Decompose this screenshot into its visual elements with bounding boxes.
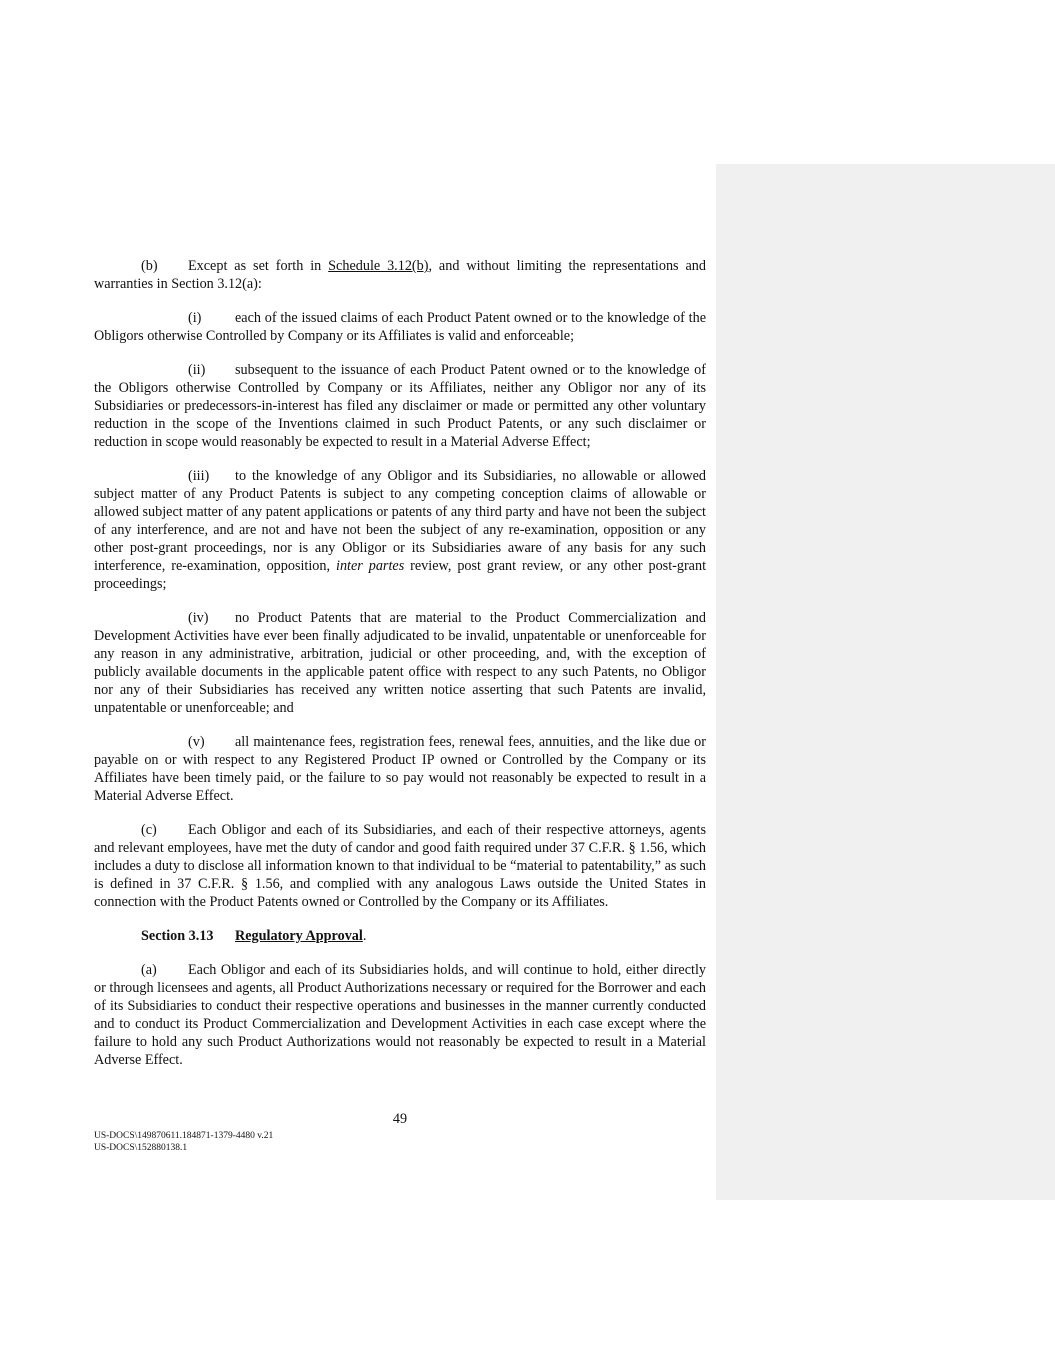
- document-id: US-DOCS\152880138.1: [94, 1143, 188, 1153]
- paragraph-number: (a): [141, 962, 157, 978]
- comment-margin-pane: [716, 164, 1055, 1200]
- paragraph-text: review, post grant review, or any other post-grant proceedings;: [94, 558, 707, 592]
- paragraph-number: (ii): [188, 362, 206, 378]
- paragraph-text: each of the issued claims of each Product Patent owned or to the knowledge of the Obligors otherwise Controlled by Company or its Affiliates is valid and enforceable;: [94, 310, 706, 344]
- paragraph-b-i: [94, 309, 706, 345]
- paragraph-number: (iv): [188, 610, 209, 626]
- paragraph-text: subsequent to the issuance of each Product Patent owned or to the knowledge of the Obligors otherwise Controlled by Company or its Affiliates, neither any Obligor nor any of its Subsidiaries or predecessors-in-interest has filed any disclaimer or made or permitted any other voluntary reduction in the scope of the Inventions claimed in such Product Patents, or any such disclaimer or reduction in scope would reasonably be expected to result in a Material Adverse Effect;: [94, 362, 706, 450]
- paragraph-b-iii: [94, 467, 706, 593]
- paragraph-number: (b): [141, 258, 158, 274]
- paragraph-number: (v): [188, 734, 205, 750]
- paragraph-text: Each Obligor and each of its Subsidiaries, and each of their respective attorneys, agents and relevant employees, have met the duty of candor and good faith required under 37 C.F.R. § 1.56, which includes a duty to disclose all information known to that individual to be “material to patentability,” as such is defined in 37 C.F.R. § 1.56, and complied with any analogous Laws outside the United States in connection with the Product Patents owned or Controlled by the Company or its Affiliates.: [94, 822, 706, 910]
- paragraph-text: Except as set forth in: [188, 258, 329, 274]
- paragraph-number: (c): [141, 822, 157, 838]
- section-title-period: .: [362, 928, 367, 944]
- section-number: Section 3.13: [141, 928, 214, 944]
- paragraph-b-v: [94, 733, 706, 805]
- paragraph-text: , and without limiting the representations and warranties in Section 3.12(a):: [94, 258, 706, 292]
- schedule-reference-link[interactable]: Schedule 3.12(b): [328, 258, 429, 274]
- document-id: US-DOCS\149870611.184871-1379-4480 v.21: [94, 1131, 274, 1141]
- paragraph-text: no Product Patents that are material to the Product Commercialization and Development Activities have ever been finally adjudicated to be invalid, unpatentable or unenforceable for any reason in any administrative, arbitration, judicial or other proceeding, and, with the exception of publicly available documents in the applicable patent office with respect to any such Patents, no Obligor nor any of their Subsidiaries has received any written notice asserting that such Patents are invalid, unpatentable or unenforceable; and: [94, 610, 706, 716]
- document-body: [94, 257, 706, 1085]
- document-footer-ids: [94, 1130, 273, 1154]
- paragraph-a-regulatory: [94, 961, 706, 1069]
- section-heading: [94, 927, 706, 945]
- paragraph-text: Each Obligor and each of its Subsidiaries holds, and will continue to hold, either directly or through licensees and agents, all Product Authorizations necessary or required for the Borrower and each of its Subsidiaries to conduct their respective operations and businesses in the manner currently conducted and to conduct its Product Commercialization and Development Activities in each case except where the failure to hold any such Product Authorizations would not reasonably be expected to result in a Material Adverse Effect.: [94, 962, 706, 1068]
- paragraph-b-iv: [94, 609, 706, 717]
- paragraph-text: to the knowledge of any Obligor and its Subsidiaries, no allowable or allowed subject matter of any Product Patents is subject to any competing conception claims of allowable or allowed subject matter of any patent applications or patents of any third party and have not been the subject of any interference, and are not and have not been the subject of any re-examination, opposition or any other post-grant proceedings, nor is any Obligor or its Subsidiaries aware of any basis for any such interference, re-examination, opposition,: [94, 468, 706, 574]
- page-number: 49: [392, 1111, 408, 1127]
- paragraph-c: [94, 821, 706, 911]
- section-title: Regulatory Approval: [235, 928, 363, 944]
- paragraph-b-ii: [94, 361, 706, 451]
- paragraph-number: (i): [188, 310, 202, 326]
- paragraph-number: (iii): [188, 468, 210, 484]
- paragraph-text: all maintenance fees, registration fees, renewal fees, annuities, and the like due or payable on or with respect to any Registered Product IP owned or Controlled by the Company or its Affiliates have been timely paid, or the failure to so pay would not reasonably be expected to result in a Material Adverse Effect.: [94, 734, 706, 804]
- italic-term: inter partes: [336, 558, 405, 574]
- paragraph-b: [94, 257, 706, 293]
